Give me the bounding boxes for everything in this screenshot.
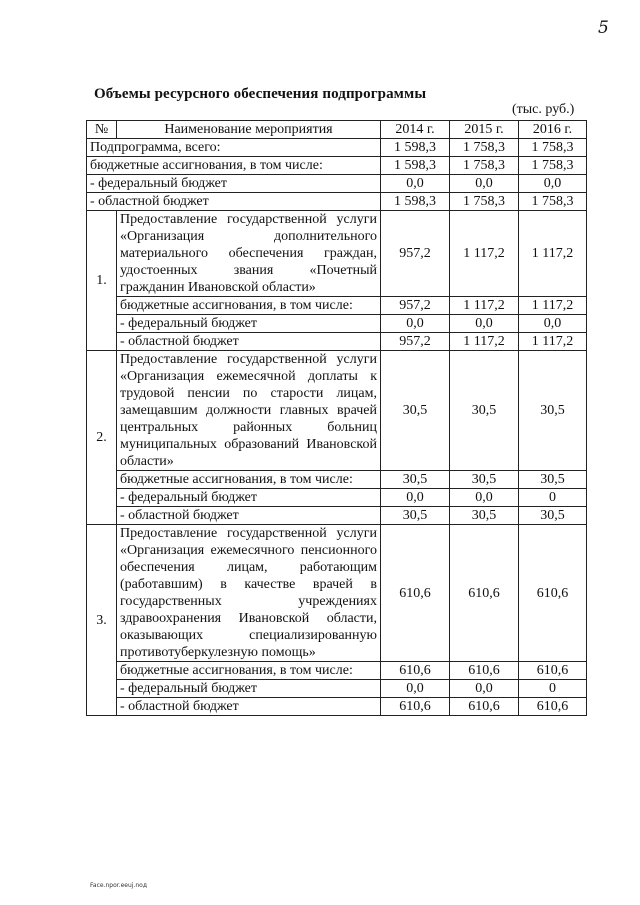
row-label: - областной бюджет [117,333,381,351]
cell-2015: 1 117,2 [450,333,519,351]
cell-2014: 957,2 [381,211,450,297]
row-label: Подпрограмма, всего: [87,139,381,157]
footer-filename: Face.npor.eeuj.noд [90,882,147,889]
cell-2016: 610,6 [519,698,587,716]
item-1-federal-row [87,315,587,333]
cell-2015: 30,5 [450,507,519,525]
cell-2015: 610,6 [450,662,519,680]
row-label: бюджетные ассигнования, в том числе: [117,471,381,489]
summary-row-total [87,139,587,157]
row-label: - федеральный бюджет [117,680,381,698]
cell-2016: 0,0 [519,315,587,333]
cell-2015: 0,0 [450,489,519,507]
cell-2014: 610,6 [381,525,450,662]
cell-2014: 610,6 [381,698,450,716]
item-1-budget-row [87,297,587,315]
cell-2015: 1 758,3 [450,139,519,157]
summary-row-regional [87,193,587,211]
cell-2014: 1 598,3 [381,193,450,211]
cell-2016: 1 758,3 [519,157,587,175]
cell-2016: 610,6 [519,662,587,680]
header-no: № [87,121,117,139]
page-title: Объемы ресурсного обеспечения подпрограммы [94,86,427,102]
cell-2015: 1 117,2 [450,297,519,315]
cell-2016: 1 117,2 [519,333,587,351]
item-1-description-row [87,211,587,297]
header-year-2016: 2016 г. [519,121,587,139]
item-2-regional-row [87,507,587,525]
cell-2014: 0,0 [381,315,450,333]
units-label: (тыс. руб.) [512,102,575,117]
cell-2014: 957,2 [381,297,450,315]
header-year-2014: 2014 г. [381,121,450,139]
item-description: Предоставление государственной услуги «Организация ежемесячной доплаты к трудовой пенсии по старости лицам, замещавшим должности главных врачей центральных районных больниц муниципальных образований Ивановской области» [117,351,381,471]
item-3-regional-row [87,698,587,716]
cell-2015: 30,5 [450,471,519,489]
row-label: бюджетные ассигнования, в том числе: [117,297,381,315]
item-index: 2. [87,351,117,525]
cell-2014: 1 598,3 [381,157,450,175]
cell-2014: 0,0 [381,175,450,193]
row-label: бюджетные ассигнования, в том числе: [117,662,381,680]
cell-2015: 0,0 [450,175,519,193]
header-name: Наименование мероприятия [117,121,381,139]
cell-2015: 1 117,2 [450,211,519,297]
page-number: 5 [598,18,609,38]
cell-2014: 1 598,3 [381,139,450,157]
item-index: 1. [87,211,117,351]
cell-2015: 610,6 [450,525,519,662]
cell-2014: 0,0 [381,489,450,507]
row-label: - федеральный бюджет [117,315,381,333]
cell-2016: 30,5 [519,471,587,489]
item-2-budget-row [87,471,587,489]
table-header-row [87,121,587,139]
header-year-2015: 2015 г. [450,121,519,139]
cell-2016: 1 758,3 [519,139,587,157]
cell-2014: 30,5 [381,507,450,525]
cell-2016: 30,5 [519,507,587,525]
cell-2014: 610,6 [381,662,450,680]
item-3-description-row [87,525,587,662]
row-label: - областной бюджет [117,698,381,716]
cell-2016: 0 [519,489,587,507]
item-3-federal-row [87,680,587,698]
cell-2015: 1 758,3 [450,157,519,175]
cell-2014: 30,5 [381,351,450,471]
cell-2016: 0 [519,680,587,698]
summary-row-federal [87,175,587,193]
item-index: 3. [87,525,117,716]
resource-table [86,120,587,716]
cell-2016: 610,6 [519,525,587,662]
cell-2016: 1 117,2 [519,211,587,297]
row-label: - областной бюджет [87,193,381,211]
row-label: - областной бюджет [117,507,381,525]
item-2-federal-row [87,489,587,507]
cell-2016: 30,5 [519,351,587,471]
cell-2015: 610,6 [450,698,519,716]
row-label: - федеральный бюджет [117,489,381,507]
cell-2014: 0,0 [381,680,450,698]
item-2-description-row [87,351,587,471]
cell-2014: 957,2 [381,333,450,351]
item-description: Предоставление государственной услуги «Организация дополнительного материального обеспечения граждан, удостоенных звания «Почетный гражданин Ивановской области» [117,211,381,297]
cell-2015: 0,0 [450,315,519,333]
cell-2016: 1 117,2 [519,297,587,315]
row-label: бюджетные ассигнования, в том числе: [87,157,381,175]
cell-2016: 1 758,3 [519,193,587,211]
item-3-budget-row [87,662,587,680]
item-description: Предоставление государственной услуги «Организация ежемесячного пенсионного обеспечения лицам, работающим (работавшим) в качестве врачей в государственных учреждениях здравоохранения Ивановской области, оказывающих специализированную противотуберкулезную помощь» [117,525,381,662]
summary-row-budget [87,157,587,175]
item-1-regional-row [87,333,587,351]
cell-2016: 0,0 [519,175,587,193]
row-label: - федеральный бюджет [87,175,381,193]
cell-2015: 0,0 [450,680,519,698]
cell-2015: 1 758,3 [450,193,519,211]
cell-2014: 30,5 [381,471,450,489]
cell-2015: 30,5 [450,351,519,471]
